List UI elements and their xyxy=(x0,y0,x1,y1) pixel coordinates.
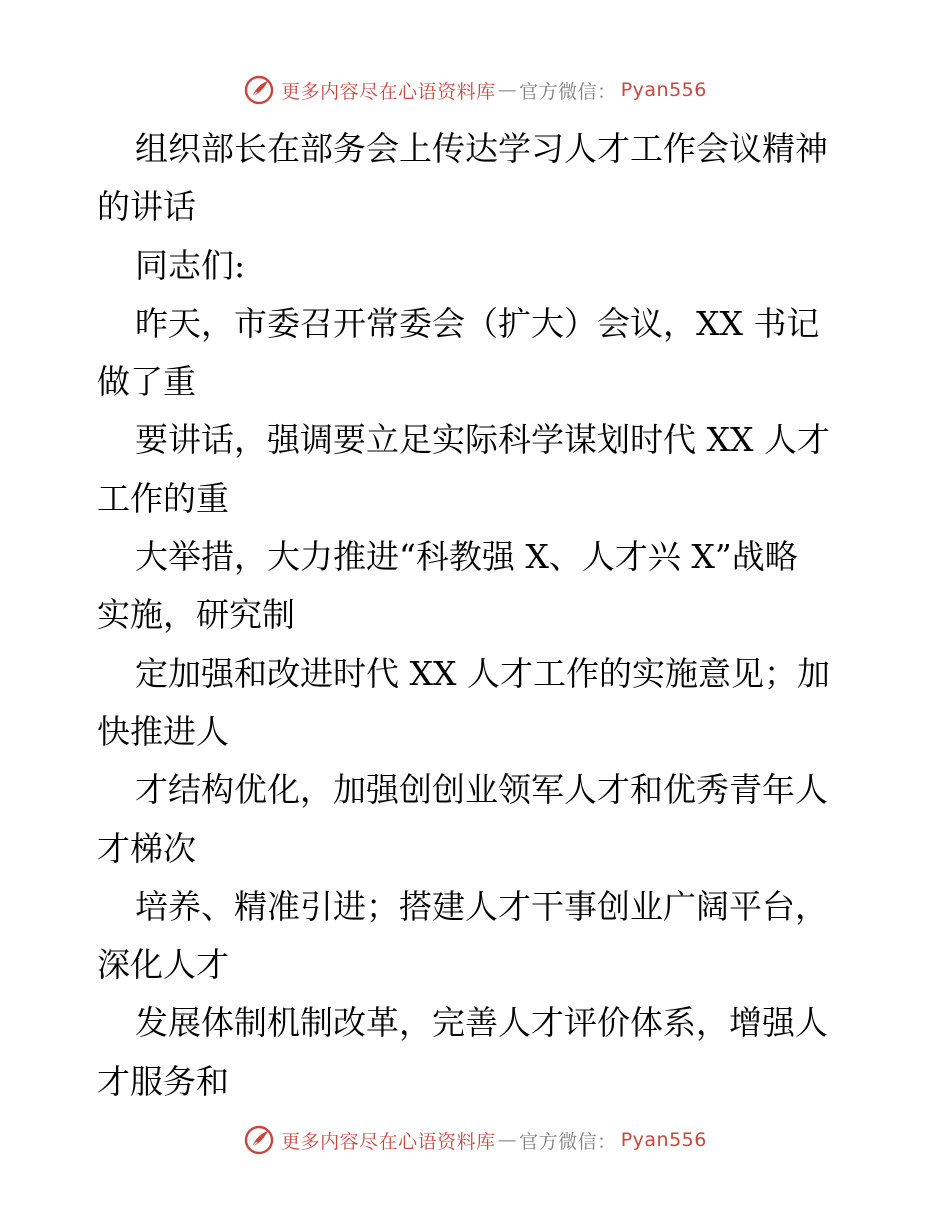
watermark-separator: — xyxy=(497,79,518,101)
footer-watermark xyxy=(0,1122,950,1158)
feather-pen-circle-icon xyxy=(243,74,275,106)
paragraph-line: 才梯次 xyxy=(97,828,196,868)
salutation: 同志们: xyxy=(135,245,246,285)
paragraph-line: 才结构优化，加强创创业领军人才和优秀青年人 xyxy=(135,770,828,810)
paragraph-line: 深化人才 xyxy=(97,945,229,985)
paragraph-line: 快推进人 xyxy=(97,711,229,751)
paragraph-line: 大举措，大力推进“科教强 X、人才兴 X”战略 xyxy=(135,537,798,577)
paragraph-line: 实施，研究制 xyxy=(97,595,295,635)
paragraph-line: 定加强和改进时代 XX 人才工作的实施意见；加 xyxy=(135,653,830,693)
paragraph-line: 要讲话，强调要立足实际科学谋划时代 XX 人才 xyxy=(135,420,830,460)
paragraph-line: 培养、精准引进；搭建人才干事创业广阔平台， xyxy=(135,886,828,926)
document-title-line-1: 组织部长在部务会上传达学习人才工作会议精神 xyxy=(135,129,828,168)
watermark-brand: 更多内容尽在心语资料库 xyxy=(281,1130,496,1153)
document-title-line-2: 的讲话 xyxy=(97,187,196,227)
document-body xyxy=(97,120,857,1111)
watermark-official-label: 官方微信： xyxy=(519,80,617,103)
feather-pen-circle-icon xyxy=(243,1124,275,1156)
paragraph-line: 发展体制机制改革，完善人才评价体系，增强人 xyxy=(135,1003,828,1043)
paragraph-line: 工作的重 xyxy=(97,478,229,518)
paragraph-line: 昨天，市委召开常委会（扩大）会议，XX 书记 xyxy=(135,303,820,343)
watermark-account: Pyan556 xyxy=(620,1129,707,1151)
watermark-brand: 更多内容尽在心语资料库 xyxy=(281,80,496,103)
watermark-account: Pyan556 xyxy=(620,79,707,101)
watermark-official-label: 官方微信： xyxy=(519,1130,617,1153)
paragraph-line: 做了重 xyxy=(97,362,196,402)
header-watermark xyxy=(0,72,950,108)
paragraph-line: 才服务和 xyxy=(97,1061,229,1101)
watermark-separator: — xyxy=(497,1129,518,1151)
